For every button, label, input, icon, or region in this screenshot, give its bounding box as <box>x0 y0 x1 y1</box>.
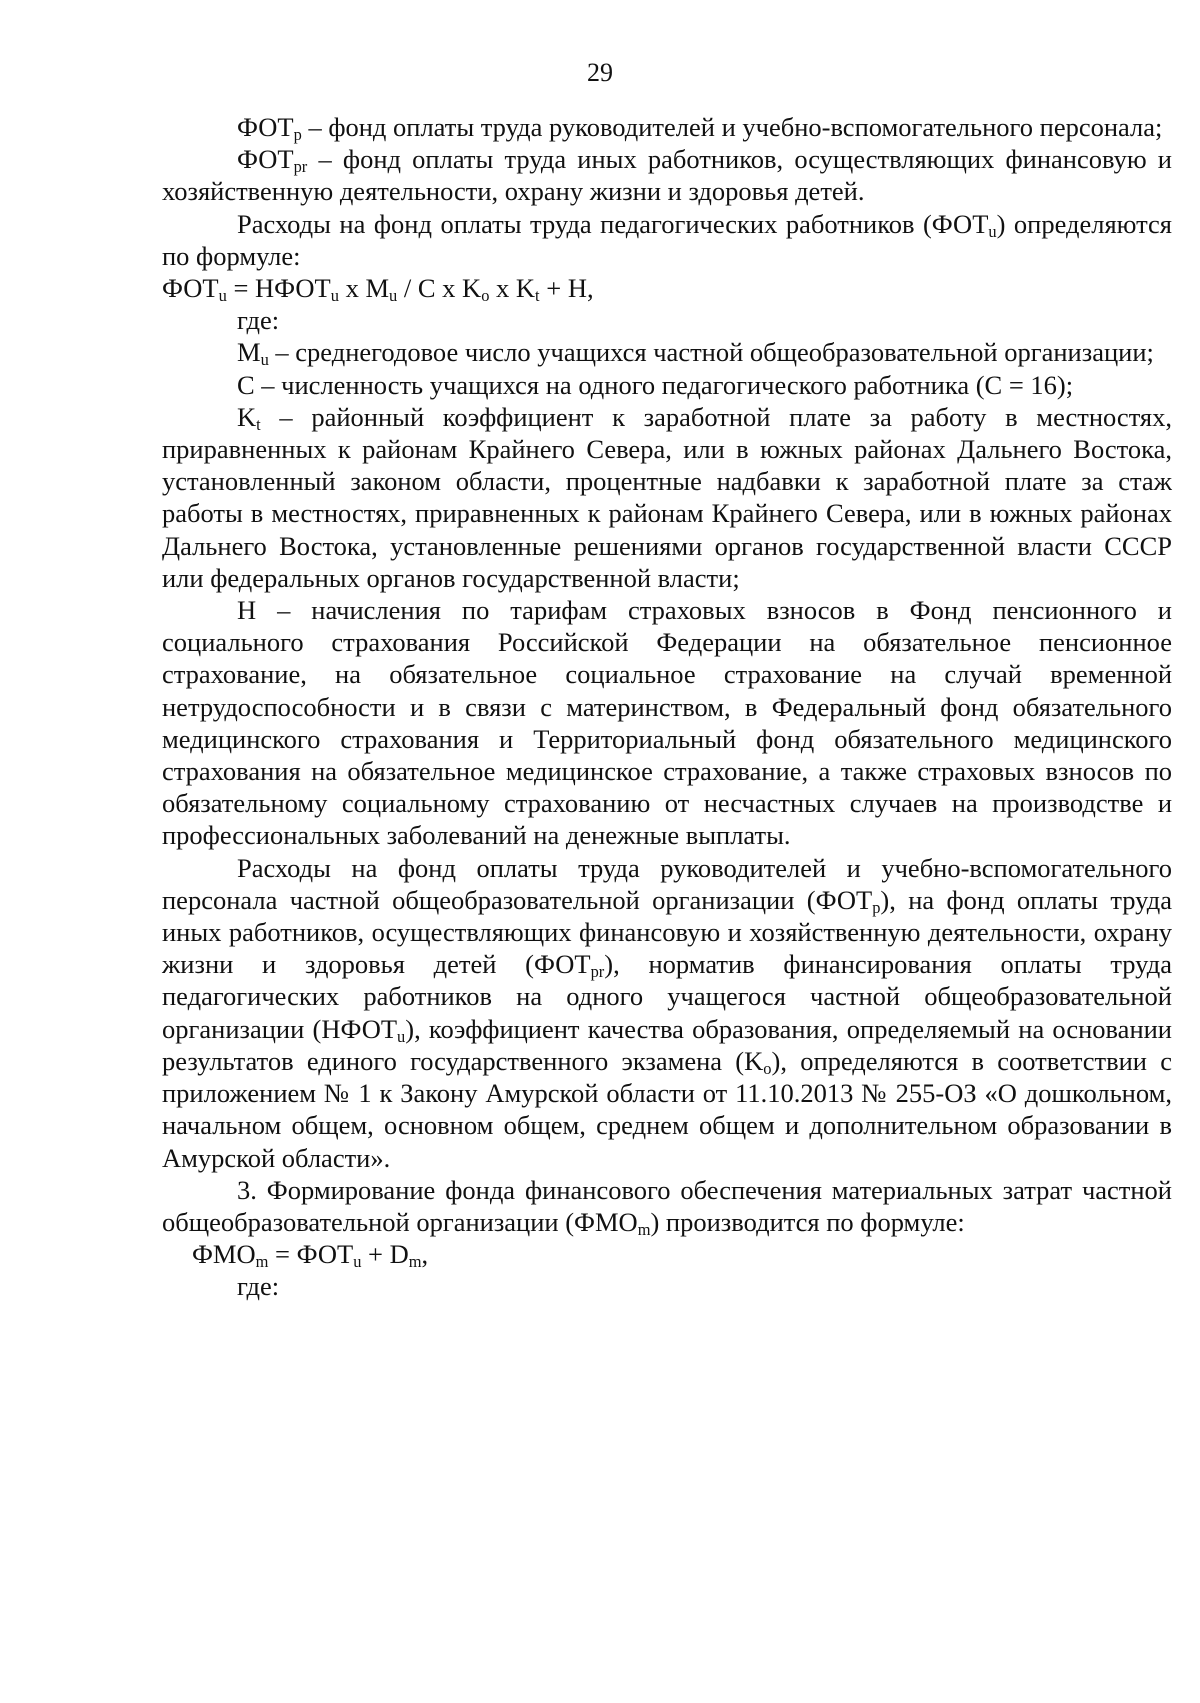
where-label-1: где: <box>237 305 280 336</box>
paragraph-fmo: 3. Формирование фонда финансового обеспечения материальных затрат частной общеобразовательной организации $(ФМО_m)$ производится по формуле: <box>162 1174 1172 1239</box>
paragraph-expenses-defined: Расходы на фонд оплаты труда руководителей и учебно-вспомогательного персонала частной общеобразовательной организации $(ФОТ_р)$, на фонд оплаты труда иных работников, осуществляющих финансовую и хозяйственную деятельности, охрану жизни и здоровья детей $(ФОТ_{pr})$, норматив финансирования оплаты труда педагогических работников на одного учащегося частной общеобразовательной организации $(НФОТ_u)$, коэффициент качества образования, определяемый на основании результатов единого государственного экзамена $(K_o)$, определяются в соответствии с приложением № 1 к Закону Амурской области от 11.10.2013 № 255-ОЗ «О дошкольном, начальном общем, основном общем, среднем общем и дополнительном образовании в Амурской области». <box>162 852 1172 1173</box>
paragraph-mu: $M_u$ – среднегодовое число учащихся частной общеобразовательной организации; <box>237 337 1154 370</box>
paragraph-expenses-intro: Расходы на фонд оплаты труда педагогических работников $(ФОТ_u)$ определяются по формуле: <box>162 208 1172 271</box>
formula-fmom: $ФМО_m = ФОТ_u + D_m$, <box>192 1239 429 1272</box>
paragraph-c: С – численность учащихся на одного педагогического работника (С = 16); <box>237 369 1074 400</box>
page-number: 29 <box>587 58 613 87</box>
where-label-2: где: <box>237 1271 280 1302</box>
paragraph-fotpr: $ФОТ_{pr}$ – фонд оплаты труда иных работников, осуществляющих финансовую и хозяйственную деятельности, охрану жизни и здоровья детей. <box>162 144 1172 207</box>
document-body <box>162 111 1172 1303</box>
paragraph-kt: $K_t$ – районный коэффициент к заработной плате за работу в местностях, приравненных к районам Крайнего Севера, или в южных районах Дальнего Востока, установленный законом области, процентные надбавки к заработной плате за стаж работы в местностях, приравненных к районам Крайнего Севера, или в южных районах Дальнего Востока, установленные решениями органов государственной власти СССР или федеральных органов государственной власти; <box>162 401 1172 593</box>
formula-fotu: $ФОТ_u$ = $НФОТ_u$ x $M_u$ / C x $K_o$ x $K_t + H$, <box>162 273 594 306</box>
paragraph-fotp: $ФОТ_р$ – фонд оплаты труда руководителей и учебно-вспомогательного персонала; <box>237 112 1163 145</box>
paragraph-h: Н – начисления по тарифам страховых взносов в Фонд пенсионного и социального страхования Российской Федерации на обязательное пенсионное страхование, на обязательное социальное страхование на случай временной нетрудоспособности и в связи с материнством, в Федеральный фонд обязательного медицинского страхования и Территориальный фонд обязательного медицинского страхования на обязательное медицинское страхование, а также страховых взносов по обязательному социальному страхованию от несчастных случаев на производстве и профессиональных заболеваний на денежные выплаты. <box>162 595 1172 851</box>
